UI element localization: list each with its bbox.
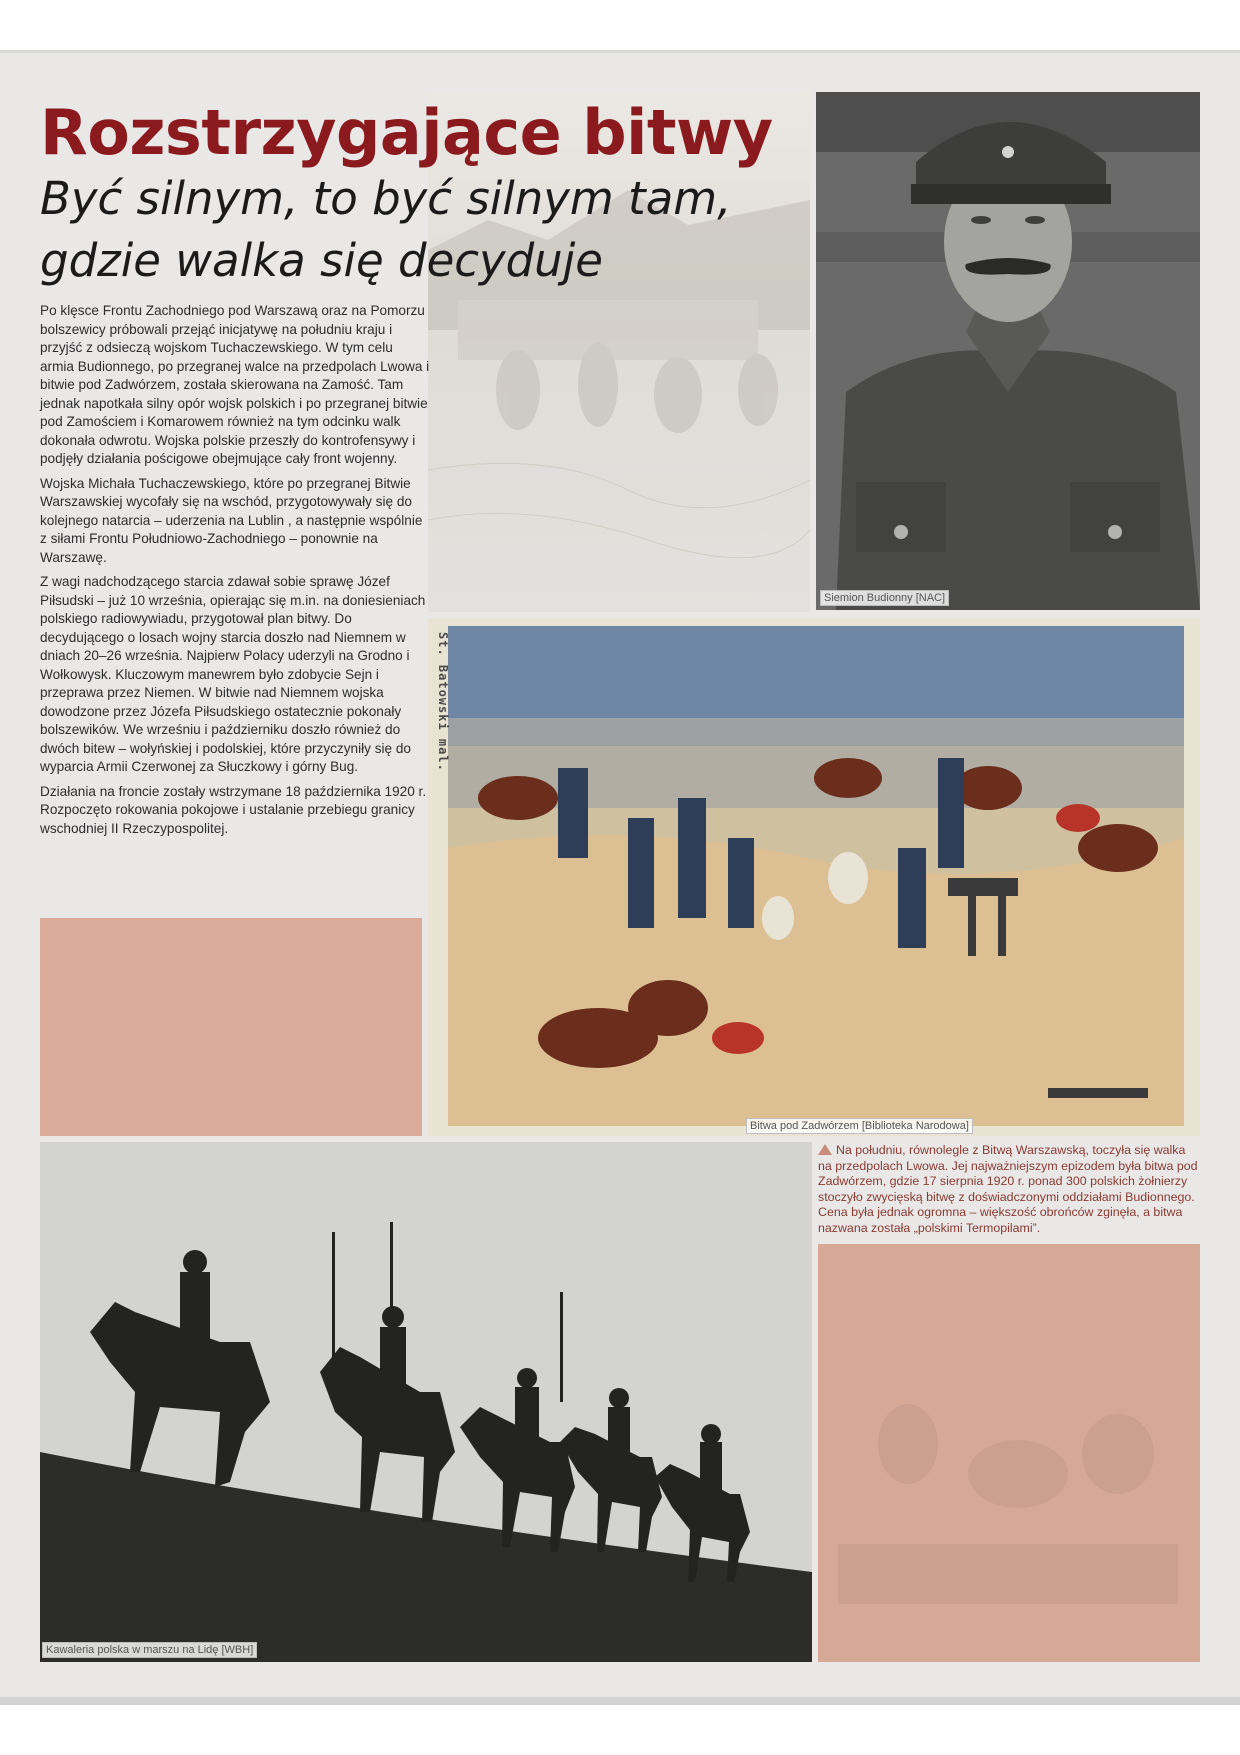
battle-painting bbox=[428, 618, 1200, 1136]
body-text bbox=[40, 302, 430, 844]
paragraph: Z wagi nadchodzącego starcia zdawał sobie sprawę Józef Piłsudski – już 10 września, opierając się m.in. na doniesieniach polskiego radiowywiadu, przygotował plan bitwy. Do decydującego o losach wojny starcia doszło nad Niemnem w dniach 20–26 września. Najpierw Polacy uderzyli na Grodno i Wołkowysk. Kluczowym manewrem było zdobycie Sejn i przeprawa przez Niemen. W bitwie nad Niemnem wojska dowodzone przez Józefa Piłsudskiego ostatecznie pokonały bolszewików. We wrześniu i październiku doszło również do dwóch bitew – wołyńskiej i podolskiej, które przyczyniły się do wyparcia Armii Czerwonej za Słuczkowy i górny Bug. bbox=[40, 574, 426, 774]
painter-signature: St. Batowski mal. bbox=[436, 632, 450, 772]
paragraph: Po klęsce Frontu Zachodniego pod Warszawą oraz na Pomorzu bolszewicy próbowali przejąć inicjatywę na południu kraju i przyjść z odsieczą wojskom Tuchaczewskiego. W tym celu armia Budionnego, po przegranej walce na przedpolach Lwowa i bitwie pod Zadwórzem, została skierowana na Zamość. Tam jednak napotkała silny opór wojsk polskich i po przegranej bitwie pod Zamościem i Komarowem również na tym odcinku walk dokonała odwrotu. Wojska polskie przeszły do kontrofensywy i podjęły działania pościgowe obejmujące cały front wojenny. bbox=[40, 303, 430, 466]
page-subtitle: Być silnym, to być silnym tam, gdzie walka się decyduje bbox=[40, 172, 732, 287]
photo-caption: Bitwa pod Zadwórzem [Biblioteka Narodowa] bbox=[746, 1118, 973, 1134]
zadworze-caption bbox=[818, 1143, 1198, 1237]
photo-caption: Kawaleria polska w marszu na Lidę [WBH] bbox=[42, 1642, 257, 1658]
zadworze-caption-text: Na południu, równolegle z Bitwą Warszawską, toczyła się walka na przedpolach Lwowa. Jej najważniejszym epizodem była bitwa pod Zadwórzem, gdzie 17 sierpnia 1920 r. ponad 300 polskich żołnierzy stoczyło zwycięską bitwę z doświadczonymi oddziałami Budionnego. Cena była jednak ogromna – większość obrońców zginęła, a bitwa nazwana została „polskimi Termopilami”. bbox=[818, 1143, 1198, 1235]
triangle-icon bbox=[818, 1144, 832, 1155]
blank-panel-faded-photo bbox=[818, 1244, 1200, 1662]
budionny-photo bbox=[816, 92, 1200, 610]
page-title: Rozstrzygające bitwy bbox=[40, 96, 773, 169]
paragraph: Działania na froncie zostały wstrzymane 18 października 1920 r. Rozpoczęto rokowania pokojowe i ustalanie przebiegu granicy wschodniej II Rzeczypospolitej. bbox=[40, 783, 427, 836]
cavalry-photo bbox=[40, 1142, 812, 1662]
photo-caption: Siemion Budionny [NAC] bbox=[820, 590, 949, 606]
paragraph: Wojska Michała Tuchaczewskiego, które po przegranej Bitwie Warszawskiej wycofały się na wschód, przygotowywały się do kolejnego natarcia – uderzenia na Lublin , a następnie wspólnie z siłami Frontu Południowo-Zachodniego – ponownie na Warszawę. bbox=[40, 475, 423, 565]
blank-panel bbox=[40, 918, 422, 1136]
